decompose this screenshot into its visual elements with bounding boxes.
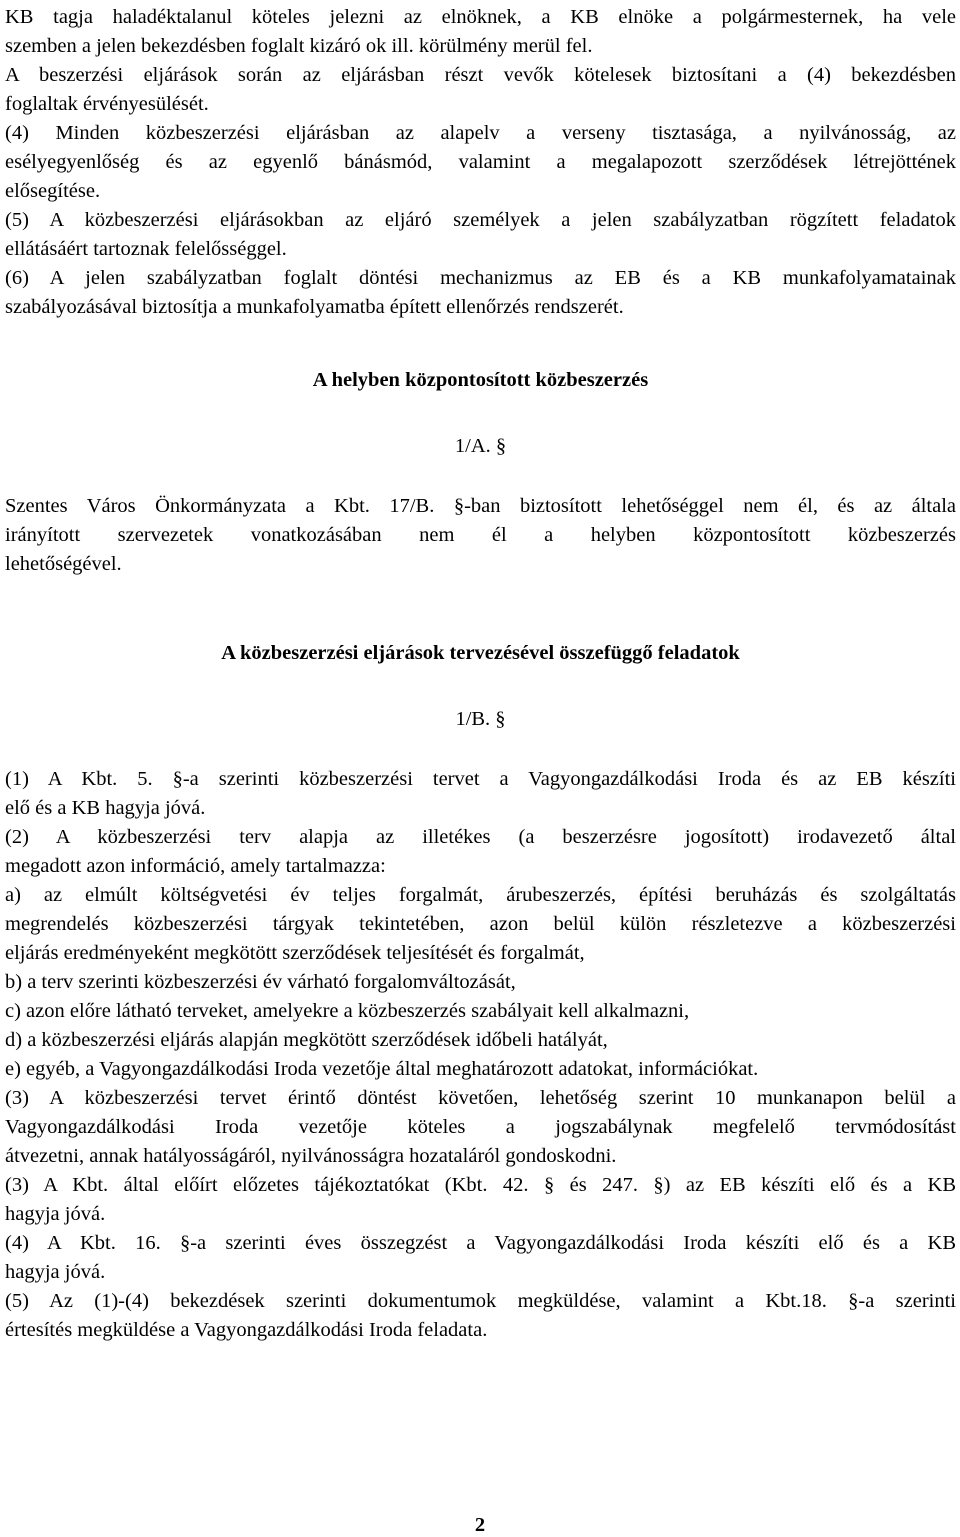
text-line: a) az elmúlt költségvetési év teljes forgalmát, árubeszerzés, építési beruházás és szolgáltatás — [5, 884, 956, 906]
text-line: hagyja jóvá. — [5, 1261, 106, 1283]
text-line: KB tagja haladéktalanul köteles jelezni az elnöknek, a KB elnöke a polgármesternek, ha vele — [5, 6, 956, 28]
text-line: (3) A Kbt. által előírt előzetes tájékoztatókat (Kbt. 42. § és 247. §) az EB készíti elő és a KB — [5, 1174, 956, 1196]
page-number: 2 — [474, 1514, 486, 1536]
text-line: lehetőségével. — [5, 553, 122, 575]
text-line: esélyegyenlőség és az egyenlő bánásmód, valamint a megalapozott szerződések létrejöttének — [5, 151, 956, 173]
text-line: (5) A közbeszerzési eljárásokban az eljáró személyek a jelen szabályzatban rögzített feladatok — [5, 209, 956, 231]
text-line: b) a terv szerinti közbeszerzési év várható forgalomváltozását, — [5, 971, 516, 993]
section-1b — [5, 639, 956, 1345]
text-line: (6) A jelen szabályzatban foglalt döntési mechanizmus az EB és a KB munkafolyamatainak — [5, 267, 956, 289]
text-line: c) azon előre látható terveket, amelyekre a közbeszerzés szabályait kell alkalmazni, — [5, 1000, 690, 1022]
text-line: irányított szervezetek vonatkozásában nem él a helyben központosított közbeszerzés — [5, 524, 956, 546]
section-number: 1/A. § — [454, 435, 507, 457]
text-line: (3) A közbeszerzési tervet érintő döntést követően, lehetőség szerint 10 munkanapon belül a — [5, 1087, 956, 1109]
text-line: átvezetni, annak hatályosságáról, nyilvánosságra hozataláról gondoskodni. — [5, 1145, 617, 1167]
text-line: (2) A közbeszerzési terv alapja az illetékes (a beszerzésre jogosított) irodavezető által — [5, 826, 956, 848]
text-line: elő és a KB hagyja jóvá. — [5, 797, 206, 819]
text-line: (4) A Kbt. 16. §-a szerinti éves összegzést a Vagyongazdálkodási Iroda készíti elő és a KB — [5, 1232, 956, 1254]
section-1a — [5, 366, 956, 579]
text-line: elősegítése. — [5, 180, 101, 202]
text-line: szabályozásával biztosítja a munkafolyamatba épített ellenőrzés rendszerét. — [5, 296, 624, 318]
text-line: szemben a jelen bekezdésben foglalt kizáró ok ill. körülmény merül fel. — [5, 35, 593, 57]
text-line: (5) Az (1)-(4) bekezdések szerinti dokumentumok megküldése, valamint a Kbt.18. §-a szerinti — [5, 1290, 956, 1312]
text-line: eljárás eredményeként megkötött szerződések teljesítését és forgalmát, — [5, 942, 585, 964]
text-line: megadott azon információ, amely tartalmazza: — [5, 855, 386, 877]
text-line: Vagyongazdálkodási Iroda vezetője köteles a jogszabálynak megfelelő tervmódosítást — [5, 1116, 956, 1138]
section-heading: A közbeszerzési eljárások tervezésével összefüggő feladatok — [221, 642, 740, 664]
section-number: 1/B. § — [455, 708, 506, 730]
section-heading: A helyben központosított közbeszerzés — [312, 369, 649, 391]
text-line: e) egyéb, a Vagyongazdálkodási Iroda vezetője által meghatározott adatokat, információkat. — [5, 1058, 759, 1080]
text-line: (1) A Kbt. 5. §-a szerinti közbeszerzési tervet a Vagyongazdálkodási Iroda és az EB készíti — [5, 768, 956, 790]
text-line: ellátásáért tartoznak felelősséggel. — [5, 238, 287, 260]
text-line: A beszerzési eljárások során az eljárásban részt vevők kötelesek biztosítani a (4) bekezdésben — [5, 64, 956, 86]
text-line: (4) Minden közbeszerzési eljárásban az alapelv a verseny tisztasága, a nyilvánosság, az — [5, 122, 956, 144]
text-line: hagyja jóvá. — [5, 1203, 106, 1225]
text-line: d) a közbeszerzési eljárás alapján megkötött szerződések időbeli hatályát, — [5, 1029, 608, 1051]
text-line: foglaltak érvényesülését. — [5, 93, 209, 115]
text-line: megrendelés közbeszerzési tárgyak tekintetében, azon belül külön részletezve a közbeszerzési — [5, 913, 956, 935]
intro-paragraphs — [5, 3, 956, 322]
text-line: Szentes Város Önkormányzata a Kbt. 17/B. §-ban biztosított lehetőséggel nem él, és az általa — [5, 495, 956, 517]
document-page — [5, 3, 956, 1345]
text-line: értesítés megküldése a Vagyongazdálkodási Iroda feladata. — [5, 1319, 488, 1341]
